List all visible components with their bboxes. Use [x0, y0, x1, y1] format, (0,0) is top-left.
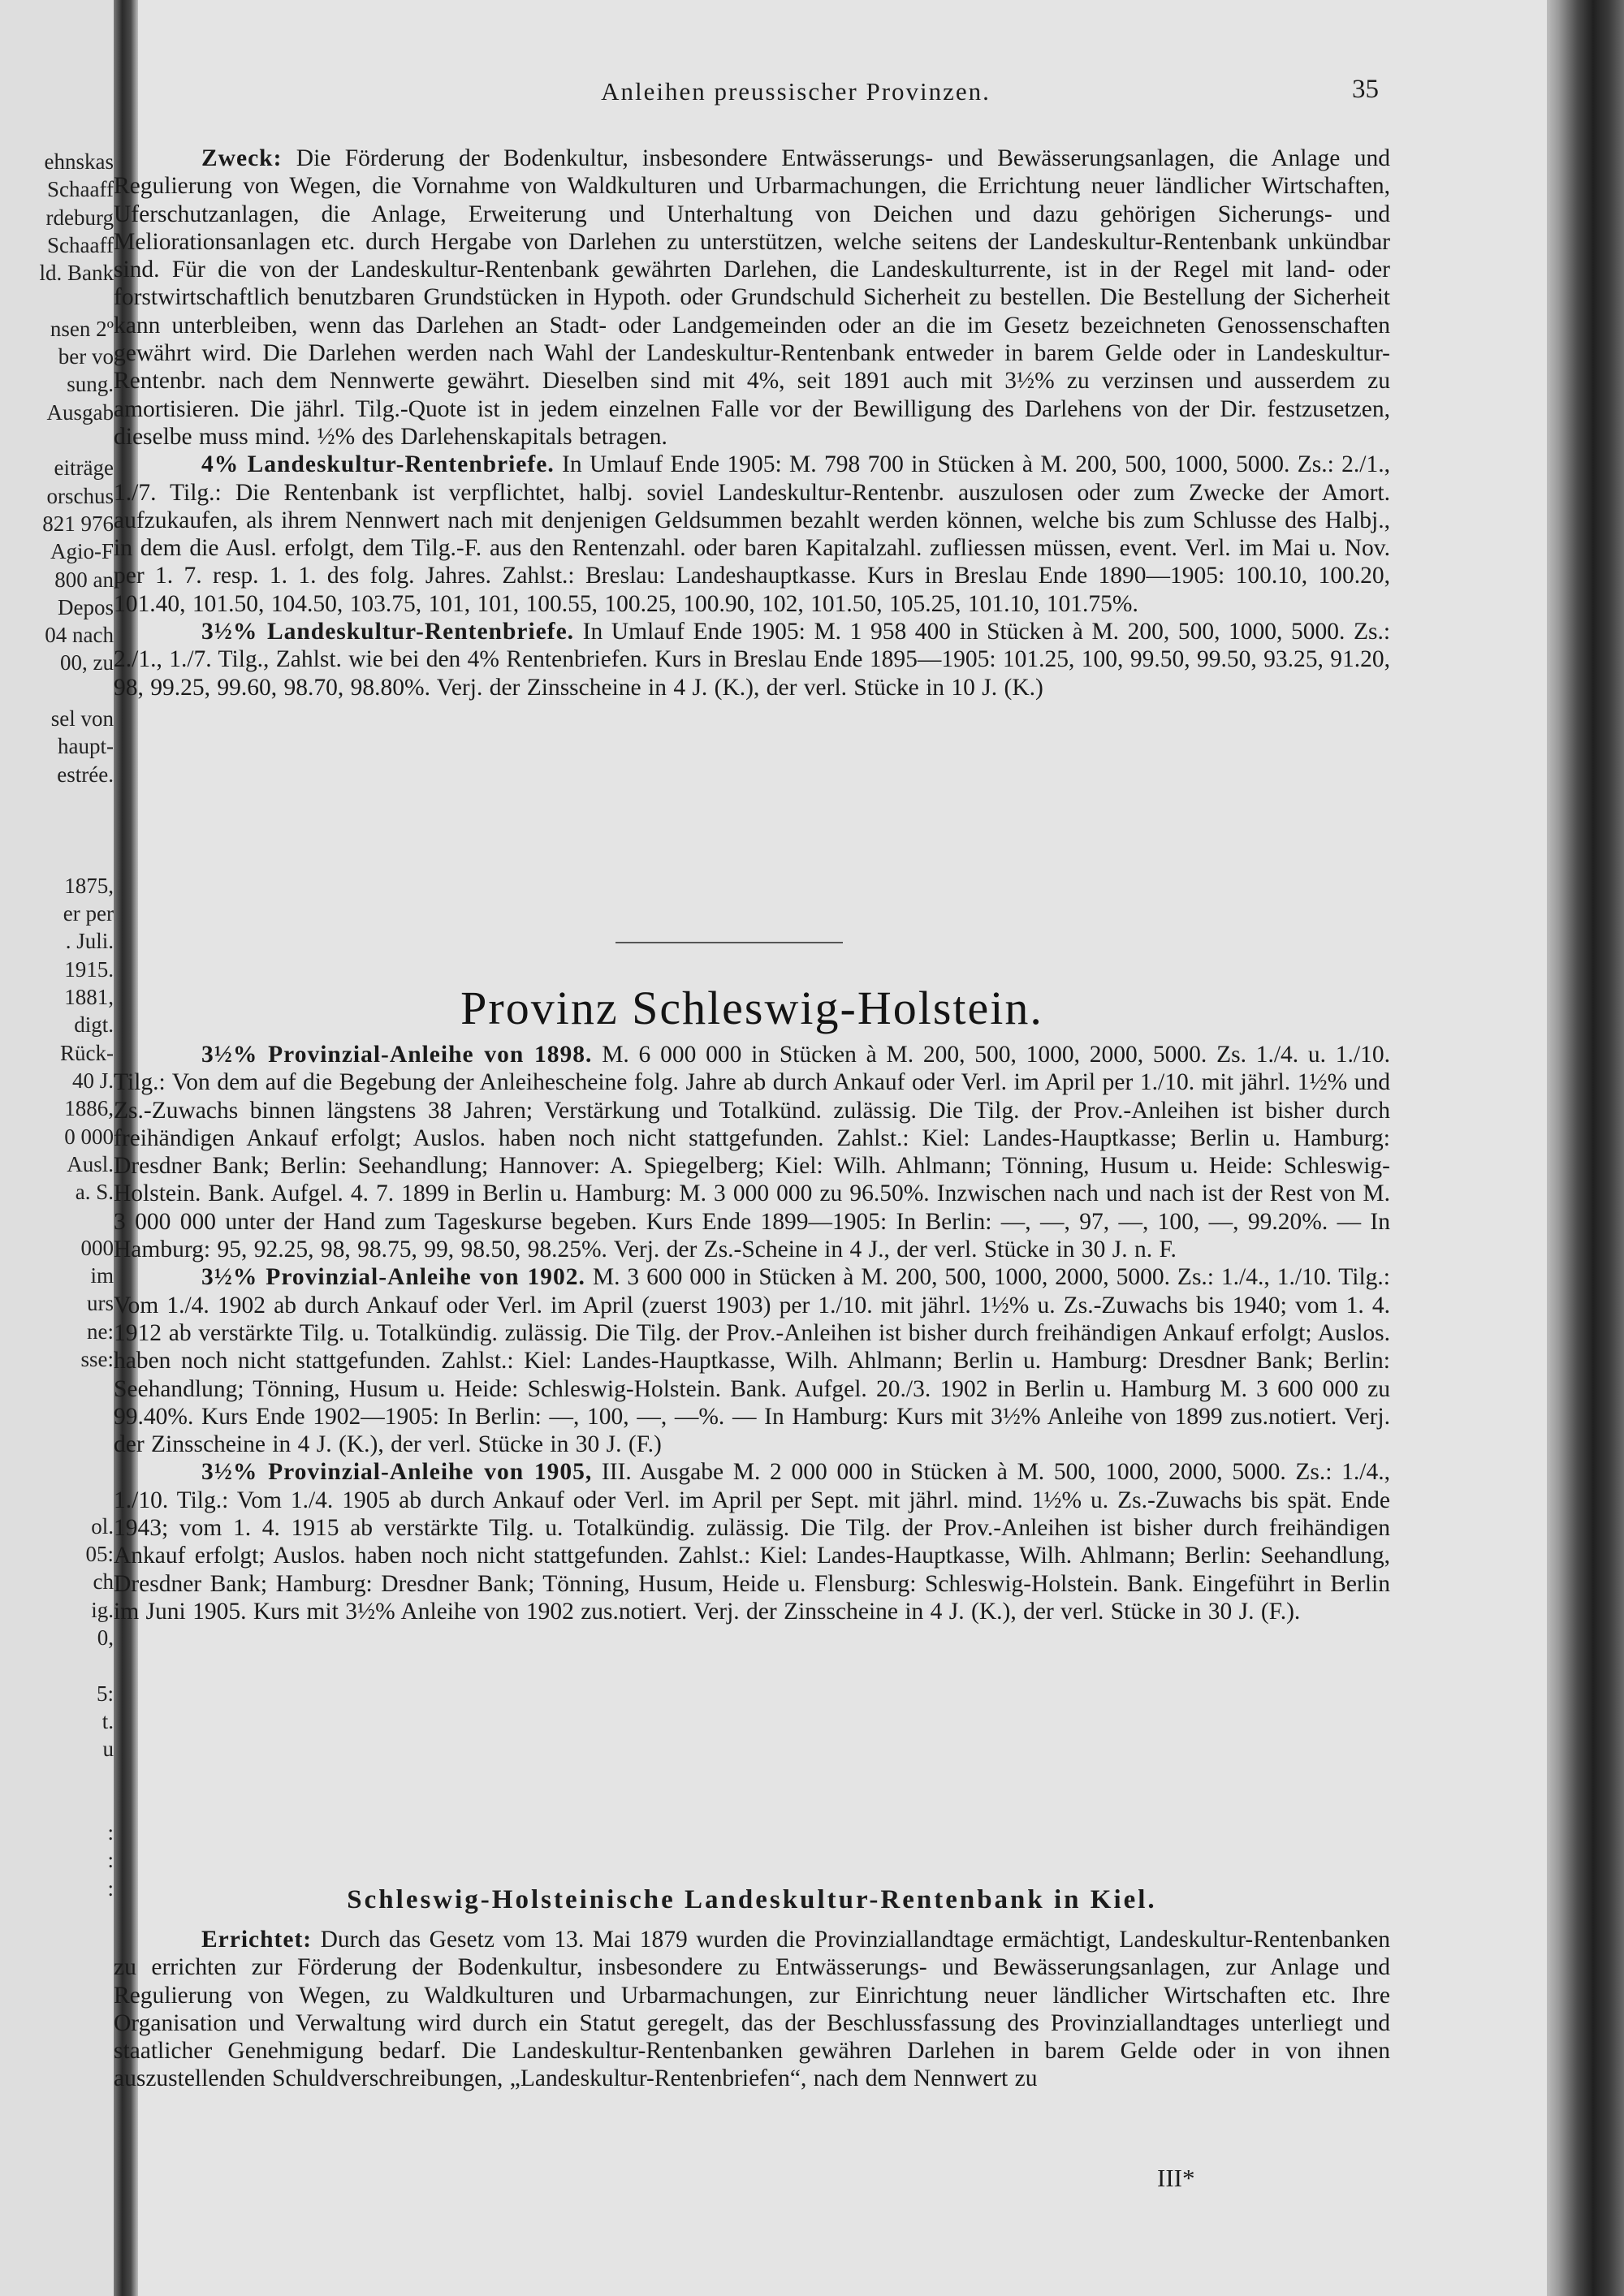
previous-page-fragment: u [102, 1737, 114, 1762]
previous-page-fragment: eiträge [54, 455, 114, 481]
previous-page-fragment: 1886, [64, 1096, 114, 1121]
previous-page-fragment: 800 an [54, 567, 114, 592]
previous-page-fragment: . Juli. [65, 929, 114, 954]
previous-page-fragment: 05: [85, 1542, 114, 1566]
previous-page-fragment: Schaaff [47, 177, 114, 202]
errichtet-label: Errichtet: [201, 1927, 313, 1953]
previous-page-fragment: haupt- [58, 734, 114, 759]
anleihe-1902-label: 3½% Provinzial-Anleihe von 1902. [201, 1264, 585, 1291]
section-title: Provinz Schleswig-Holstein. [460, 982, 1043, 1034]
previous-page-fragment: ne: [87, 1318, 114, 1344]
previous-page-fragment: t. [102, 1708, 114, 1733]
errichtet-paragraph [114, 1926, 1390, 2093]
previous-page-fragment: : [107, 1820, 114, 1845]
anleihe-1905-text: III. Ausgabe M. 2 000 000 in Stücken à M. 500, 1000, 2000, 5000. Zs.: 1./4., 1./10. Tilg.: Vom 1./4. 1905 ab durch Ankauf oder Verl. im April per Sept. mit jährl. mind. 1½% u. Zs.-Zuwachs bis spät. Ende 1943; vom 1. 4. 1915 ab verstärkte Tilg. u. Totalkündig. zulässig. Die Tilg. der Prov.-Anleihen ist bisher durch freihändigen Ankauf erfolgt; Auslos. haben noch nicht stattgefunden. Zahlst.: Kiel: Landes-Hauptkasse, Wilh. Ahlmann; Berlin: Seehandlung, Dresdner Bank; Hamburg: Dresdner Bank; Tönning, Husum, Heide u. Flensburg: Schleswig-Holstein. Bank. Eingeführt in Berlin im Juni 1905. Kurs mit 3½% Anleihe von 1902 zus.notiert. Verj. der Zinsscheine in 4 J. (K.), der verl. Stücke in 30 J. (F.). [114, 1459, 1391, 1625]
errichtet-text: Durch das Gesetz vom 13. Mai 1879 wurden die Provinziallandtage ermächtigt, Landeskultur-Rentenbanken zu errichten zur Förderung der Bodenkultur, insbesondere zu Entwässerungs- und Bewässerungsanlagen, zur Anlage und Regulierung von Wegen, zu Waldkulturen und Urbarmachungen, zur Einrichtung neuer ländlicher Wirtschaften etc. Ihre Organisation und Verwaltung wird durch ein Statut geregelt, das der Beschlussfassung des Provinziallandtages unterliegt und staatlicher Genehmigung bedarf. Die Landeskultur-Rentenbanken gewähren Darlehen in barem Gelde oder in von ihnen auszustellenden Schuldverschreibungen, „Landeskultur-Rentenbriefen“, nach dem Nennwert zu [114, 1927, 1391, 2092]
previous-page-fragment: 40 J. [71, 1068, 114, 1093]
previous-page-fragment: Agio-F [50, 539, 114, 564]
running-head: Anleihen preussischer Provinzen. [601, 77, 991, 106]
previous-page-fragment: 00, zu [60, 650, 114, 675]
previous-page-fragment: : [107, 1875, 114, 1901]
rentenbriefe-35-text: In Umlauf Ende 1905: M. 1 958 400 in Stücken à M. 200, 500, 1000, 5000. Zs.: 2./1., 1./7. Tilg., Zahlst. wie bei den 4% Rentenbriefen. Kurs in Breslau Ende 1895—1905: 101.25, 100, 99.50, 99.50, 93.25, 91.20, 98, 99.25, 99.60, 98.70, 98.80%. Verj. der Zinsscheine in 4 J. (K.), der verl. Stücke in 10 J. (K.) [114, 619, 1391, 701]
rentenbank-description [114, 145, 1390, 701]
page-edge-shadow [1547, 0, 1624, 2296]
anleihe-1902-paragraph [114, 1263, 1390, 1458]
previous-page-fragment: a. S. [75, 1180, 114, 1205]
rentenbriefe-4-text: In Umlauf Ende 1905: M. 798 700 in Stücken à M. 200, 500, 1000, 5000. Zs.: 2./1., 1./7. Tilg.: Die Rentenbank ist verpflichtet, halbj. soviel Landeskultur-Rentenbr. auszulosen oder zum Zwecke der Amort. aufzukaufen, als ihrem Nennwert nach mit denjenigen Geldsummen bezahlt werden können, welche bis zum Schlusse des Halbj., in dem die Ausl. erfolgt, dem Tilg.-F. aus den Rentenzahl. oder baren Kapitalzahl. zufliessen müssen, event. Verl. im Mai u. Nov. per 1. 7. resp. 1. 1. des folg. Jahres. Zahlst.: Breslau: Landeshauptkasse. Kurs in Breslau Ende 1890—1905: 100.10, 100.20, 101.40, 101.50, 104.50, 103.75, 101, 101, 100.55, 100.25, 100.90, 102, 101.50, 105.25, 101.10, 101.75%. [114, 451, 1390, 617]
zweck-label: Zweck: [201, 145, 283, 171]
previous-page-fragment: ch [93, 1569, 114, 1595]
subsection-title: Schleswig-Holsteinische Landeskultur-Rentenbank in Kiel. [347, 1885, 1157, 1914]
previous-page-fragment: 0 000 [64, 1124, 114, 1149]
previous-page-fragment: 5: [96, 1681, 114, 1706]
rentenbriefe-4-label: 4% Landeskultur-Rentenbriefe. [201, 451, 555, 478]
previous-page-fragment: urs [87, 1291, 114, 1316]
anleihe-1898-paragraph [114, 1041, 1390, 1263]
anleihe-1905-label: 3½% Provinzial-Anleihe von 1905, [201, 1459, 593, 1486]
anleihe-1905-paragraph [114, 1458, 1390, 1625]
previous-page-fragment: orschus [46, 483, 114, 508]
previous-page-fragment: Ausgab [46, 399, 114, 425]
zweck-paragraph [114, 145, 1390, 451]
previous-page-fragment: sung. [67, 372, 114, 397]
previous-page-fragment: 1881, [64, 985, 114, 1009]
page-number: 35 [1352, 75, 1379, 104]
zweck-text: Die Förderung der Bodenkultur, insbesondere Entwässerungs- und Bewässerungsanlagen, die Anlage und Regulierung von Wegen, die Vornahme von Waldkulturen und Urbarmachungen, die Errichtung neuer ländlicher Wirtschaften, Uferschutzanlagen, die Anlage, Erweiterung und Unterhaltung von Deichen und dazu gehörigen Sicherungs- und Meliorationsanlagen etc. durch Hergabe von Darlehen zu unterstützen, welche seitens der Landeskultur-Rentenbank unkündbar sind. Für die von der Landeskultur-Rentenbank gewährten Darlehen, die Landeskulturrente, ist in der Regel mit land- oder forstwirtschaftlich benutzbaren Grundstücken in Hypoth. oder Grundschuld Sicherheit zu bestellen. Die Bestellung der Sicherheit kann unterbleiben, wenn das Darlehen an Stadt- oder Landgemeinden oder an die im Gesetz bezeichneten Genossenschaften gewährt wird. Die Darlehen werden nach Wahl der Landeskultur-Rentenbank entweder in barem Gelde oder in Landeskultur-Rentenbr. nach dem Nennwerte gewährt. Dieselben sind mit 4%, seit 1891 auch mit 3½% zu verzinsen und ausserdem zu amortisieren. Die jährl. Tilg.-Quote ist in jedem einzelnen Falle vor der Bewilligung des Darlehens von der Dir. festzusetzen, dieselbe muss mind. ½% des Darlehenskapitals betragen. [114, 145, 1391, 450]
previous-page-fragment: Depos [58, 594, 114, 619]
signature-mark: III* [1157, 2164, 1195, 2192]
rentenbriefe-4-paragraph [114, 451, 1390, 618]
rentenbriefe-35-label: 3½% Landeskultur-Rentenbriefe. [201, 619, 575, 645]
section-divider [615, 942, 843, 943]
rentenbriefe-35-paragraph [114, 618, 1390, 701]
previous-page-fragment: 000 [80, 1235, 114, 1260]
previous-page-fragment: ber vo [58, 344, 114, 369]
previous-page-fragment: ehnskas [44, 149, 114, 174]
previous-page-fragment: ig. [91, 1597, 114, 1622]
provinzial-anleihen [114, 1041, 1390, 1625]
previous-page-fragment: 1875, [64, 873, 114, 898]
previous-page-fragment: sel von [50, 706, 114, 731]
previous-page-fragment: im [90, 1263, 114, 1288]
anleihe-1902-text: M. 3 600 000 in Stücken à M. 200, 500, 1000, 2000, 5000. Zs.: 1./4., 1./10. Tilg.: Vom 1./4. 1902 ab durch Ankauf oder Verl. im April (zuerst 1903) per 1./10. mit jährl. 1½% u. Zs.-Zuwachs bis 1940; vom 1. 4. 1912 ab verstärkte Tilg. u. Totalkündig. zulässig. Die Tilg. der Prov.-Anleihen ist bisher durch freihändigen Ankauf erfolgt; Auslos. haben noch nicht stattgefunden. Zahlst.: Kiel: Landes-Hauptkasse, Wilh. Ahlmann; Berlin u. Hamburg: Dresdner Bank; Berlin: Seehandlung; Tönning, Husum u. Heide: Schleswig-Holstein. Bank. Aufgel. 20./3. 1902 in Berlin u. Hamburg M. 3 600 000 zu 99.40%. Kurs Ende 1902—1905: In Berlin: —, 100, —, —%. — In Hamburg: Kurs mit 3½% Anleihe von 1899 zus.notiert. Verj. der Zinsscheine in 4 J. (K.), der verl. Stücke in 30 J. (F.) [114, 1264, 1390, 1458]
anleihe-1898-text: M. 6 000 000 in Stücken à M. 200, 500, 1000, 2000, 5000. Zs. 1./4. u. 1./10. Tilg.: Von dem auf die Begebung der Anleihescheine folg. Jahre ab durch Ankauf oder Verl. im April per 1./10. mit jährl. 1½% und Zs.-Zuwachs binnen längstens 38 Jahren; Verstärkung und Totalkünd. zulässig. Die Tilg. der Prov.-Anleihen ist bisher durch freihändigen Ankauf erfolgt; Auslos. haben noch nicht stattgefunden. Zahlst.: Kiel: Landes-Hauptkasse; Berlin u. Hamburg: Dresdner Bank; Berlin: Seehandlung; Hannover: A. Spiegelberg; Kiel: Wilh. Ahlmann; Tönning, Husum u. Heide: Schleswig-Holstein. Bank. Aufgel. 4. 7. 1899 in Berlin u. Hamburg: M. 3 000 000 zu 96.50%. Inzwischen nach und nach ist der Rest von M. 3 000 000 unter der Hand zum Tageskurse begeben. Kurs Ende 1899—1905: In Berlin: —, —, 97, —, 100, —, 99.20%. — In Hamburg: 95, 92.25, 98, 98.75, 99, 98.50, 98.25%. Verj. der Zs.-Scheine in 4 J., der verl. Stücke in 30 J. n. F. [114, 1042, 1391, 1263]
kiel-rentenbank-description [114, 1926, 1390, 2093]
previous-page-fragment: Ausl. [67, 1151, 114, 1176]
previous-page-fragment: : [107, 1848, 114, 1873]
previous-page-fragment: Rück- [60, 1040, 114, 1065]
previous-page-fragment: sse: [80, 1346, 114, 1371]
previous-page-fragment: ol. [91, 1513, 114, 1539]
anleihe-1898-label: 3½% Provinzial-Anleihe von 1898. [201, 1042, 593, 1068]
previous-page-fragment: nsen 2º [50, 316, 114, 341]
previous-page-fragment: estrée. [57, 762, 114, 787]
previous-page-fragment: ld. Bank [39, 261, 114, 286]
previous-page-fragment: digt. [74, 1012, 114, 1038]
previous-page-fragment: rdeburg [45, 205, 114, 230]
previous-page-margin [0, 0, 120, 2296]
previous-page-fragment: 0, [97, 1625, 114, 1650]
previous-page-fragment: 1915. [64, 956, 114, 982]
previous-page-fragment: Schaaff [47, 232, 114, 257]
previous-page-fragment: er per [63, 901, 114, 926]
previous-page-fragment: 04 nach [45, 623, 114, 648]
previous-page-fragment: 821 976 [42, 511, 114, 536]
